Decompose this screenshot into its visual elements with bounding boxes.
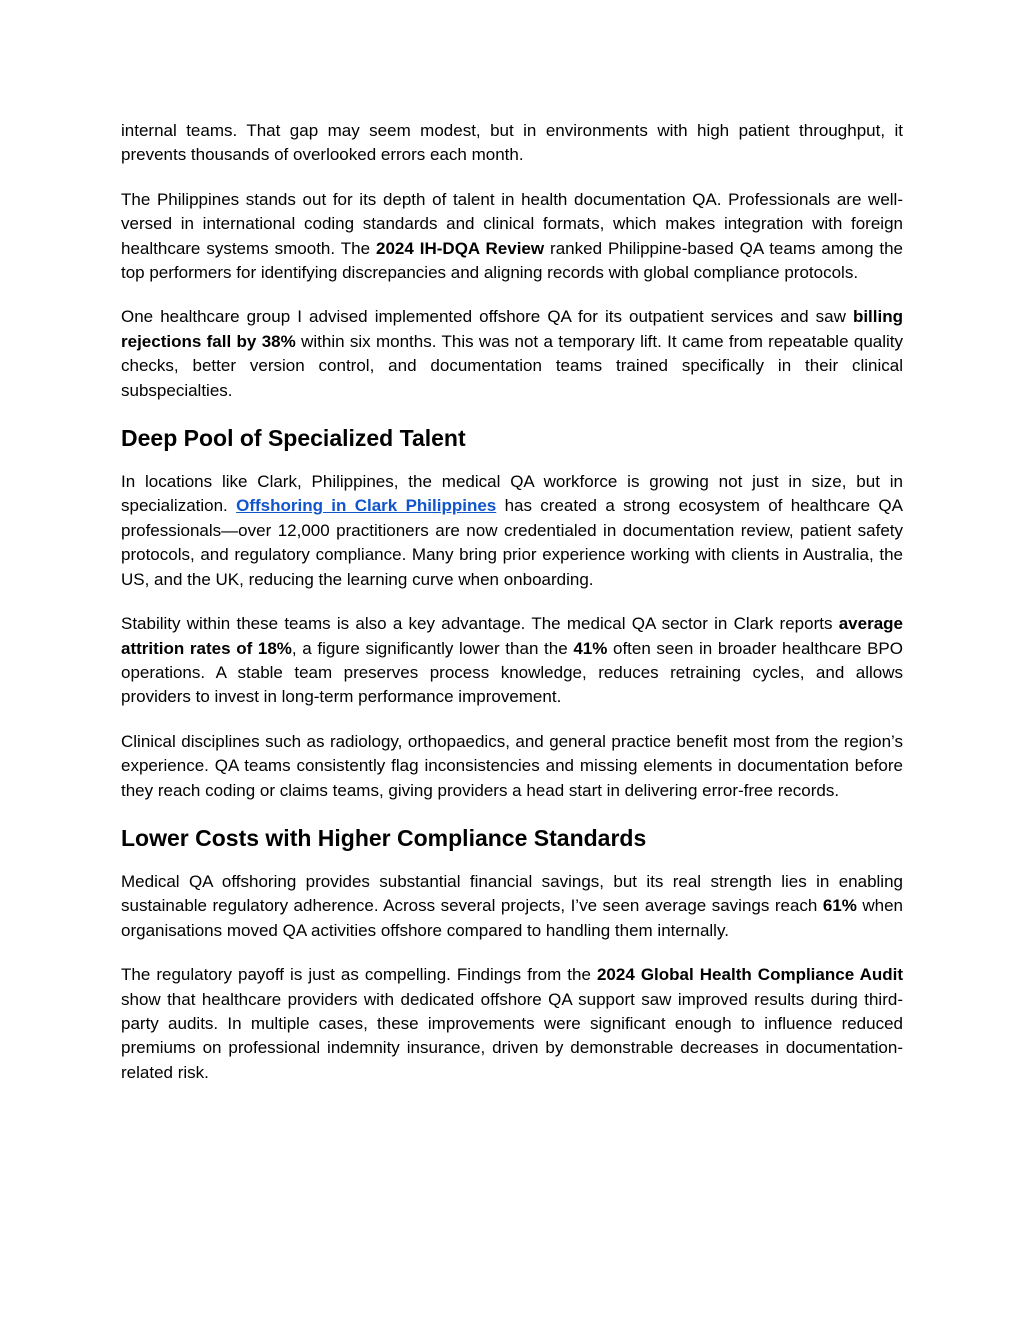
paragraph-attrition: Stability within these teams is also a key advantage. The medical QA sector in Clark reports average attrition rates of 18%, a figure significantly lower than the 41% often seen in broader healthcare BPO operations. A stable team preserves process knowledge, reduces retraining cycles, and allows providers to invest in long-term performance improvement.	[121, 614, 903, 707]
bold-attrition-rate: average attrition rates of 18%	[121, 614, 903, 658]
bold-41-percent: 41%	[573, 638, 608, 658]
paragraph-regulatory-payoff: The regulatory payoff is just as compelling. Findings from the 2024 Global Health Compliance Audit show that healthcare providers with dedicated offshore QA support saw improved results during third-party audits. In multiple cases, these improvements were significant enough to influence reduced premiums on professional indemnity insurance, driven by demonstrable decreases in documentation-related risk.	[121, 965, 903, 1082]
heading-deep-pool: Deep Pool of Specialized Talent	[121, 425, 466, 452]
link-offshoring-clark[interactable]: Offshoring in Clark Philippines	[236, 496, 497, 516]
paragraph-billing-rejections: One healthcare group I advised implemented offshore QA for its outpatient services and saw billing rejections fall by 38% within six months. This was not a temporary lift. It came from repeatable quality checks, better version control, and documentation teams trained specifically in their clinical subspecialties.	[121, 307, 904, 400]
bold-ih-dqa-review: 2024 IH-DQA Review	[375, 238, 545, 258]
bold-compliance-audit: 2024 Global Health Compliance Audit	[596, 965, 903, 985]
paragraph-clark-workforce: In locations like Clark, Philippines, the medical QA workforce is growing not just in size, but in specialization. Offshoring in Clark Philippines has created a strong ecosystem of healthcare QA professionals—over 12,000 practitioners are now credentialed in documentation review, patient safety protocols, and regulatory compliance. Many bring prior experience working with clients in Australia, the US, and the UK, reducing the learning curve when onboarding.	[121, 472, 903, 589]
bold-billing-rejections: billing rejections fall by 38%	[121, 307, 903, 351]
paragraph-philippines-talent: The Philippines stands out for its depth of talent in health documentation QA. Professionals are well-versed in international coding standards and clinical formats, which makes integration with foreign healthcare systems smooth. The 2024 IH-DQA Review ranked Philippine-based QA teams among the top performers for identifying discrepancies and aligning records with global compliance protocols.	[121, 189, 903, 283]
paragraph-financial-savings: Medical QA offshoring provides substantial financial savings, but its real strength lies in enabling sustainable regulatory adherence. Across several projects, I’ve seen average savings reach 61% when organisations moved QA activities offshore compared to handling them internally.	[121, 871, 903, 940]
paragraph-internal-teams: internal teams. That gap may seem modest, but in environments with high patient throughput, it prevents thousands of overlooked errors each month.	[121, 121, 903, 165]
document-body	[121, 119, 903, 1105]
bold-61-percent: 61%	[822, 896, 857, 916]
paragraph-clinical-disciplines: Clinical disciplines such as radiology, orthopaedics, and general practice benefit most from the region’s experience. QA teams consistently flag inconsistencies and missing elements in documentation before they reach coding or claims teams, giving providers a head start in delivering error-free records.	[121, 731, 903, 800]
heading-lower-costs: Lower Costs with Higher Compliance Standards	[121, 824, 647, 851]
